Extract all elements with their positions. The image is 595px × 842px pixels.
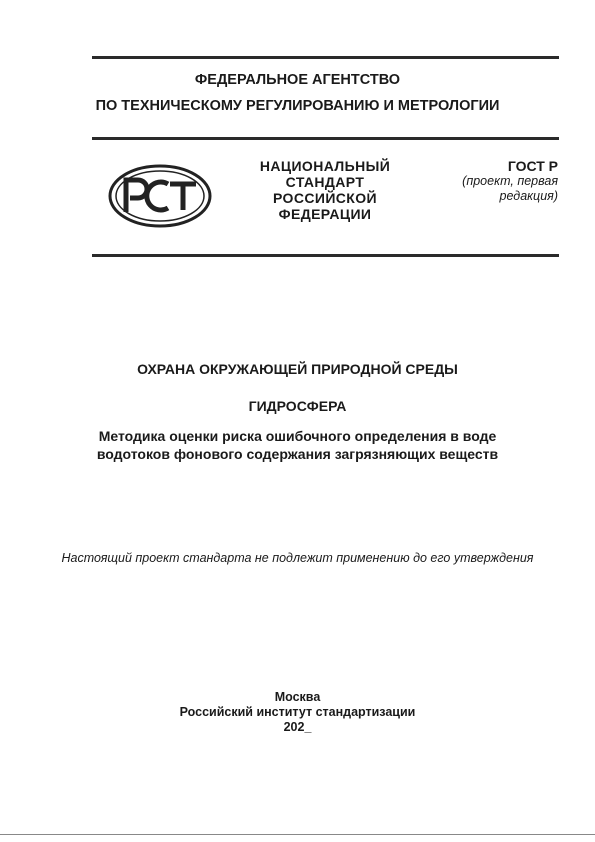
agency-bottom-rule <box>92 137 559 140</box>
standard-line-1: НАЦИОНАЛЬНЫЙ <box>259 158 391 174</box>
agency-line-1: ФЕДЕРАЛЬНОЕ АГЕНТСТВО <box>194 72 401 88</box>
document-subtitle <box>0 427 595 463</box>
standard-line-4: ФЕДЕРАЦИИ <box>278 206 372 222</box>
publisher-city: Москва <box>274 690 321 704</box>
document-title: ОХРАНА ОКРУЖАЮЩЕЙ ПРИРОДНОЙ СРЕДЫ <box>137 361 458 377</box>
top-rule <box>92 56 559 59</box>
agency-line-2: ПО ТЕХНИЧЕСКОМУ РЕГУЛИРОВАНИЮ И МЕТРОЛОГИИ <box>95 98 500 114</box>
standard-line-3: РОССИЙСКОЙ <box>273 190 377 206</box>
standard-line-2: СТАНДАРТ <box>285 174 365 190</box>
publisher-block <box>0 690 595 735</box>
draft-notice: Настоящий проект стандарта не подлежит применению до его утверждения <box>61 551 534 565</box>
rst-logo-icon <box>108 164 212 228</box>
gost-note-line-2: редакция) <box>499 189 558 203</box>
national-standard-block <box>250 158 400 222</box>
document-section: ГИДРОСФЕРА <box>248 398 347 414</box>
page-bottom-edge <box>0 834 595 835</box>
subtitle-line-1: Методика оценки риска ошибочного определения в воде <box>98 428 497 444</box>
gost-block <box>440 158 558 204</box>
standard-bottom-rule <box>92 254 559 257</box>
publisher-year: 202_ <box>283 720 312 734</box>
subtitle-line-2: водотоков фонового содержания загрязняющих веществ <box>96 446 499 462</box>
publisher-institute: Российский институт стандартизации <box>179 705 416 719</box>
gost-note-line-1: (проект, первая <box>462 174 558 188</box>
gost-code: ГОСТ Р <box>507 158 558 174</box>
